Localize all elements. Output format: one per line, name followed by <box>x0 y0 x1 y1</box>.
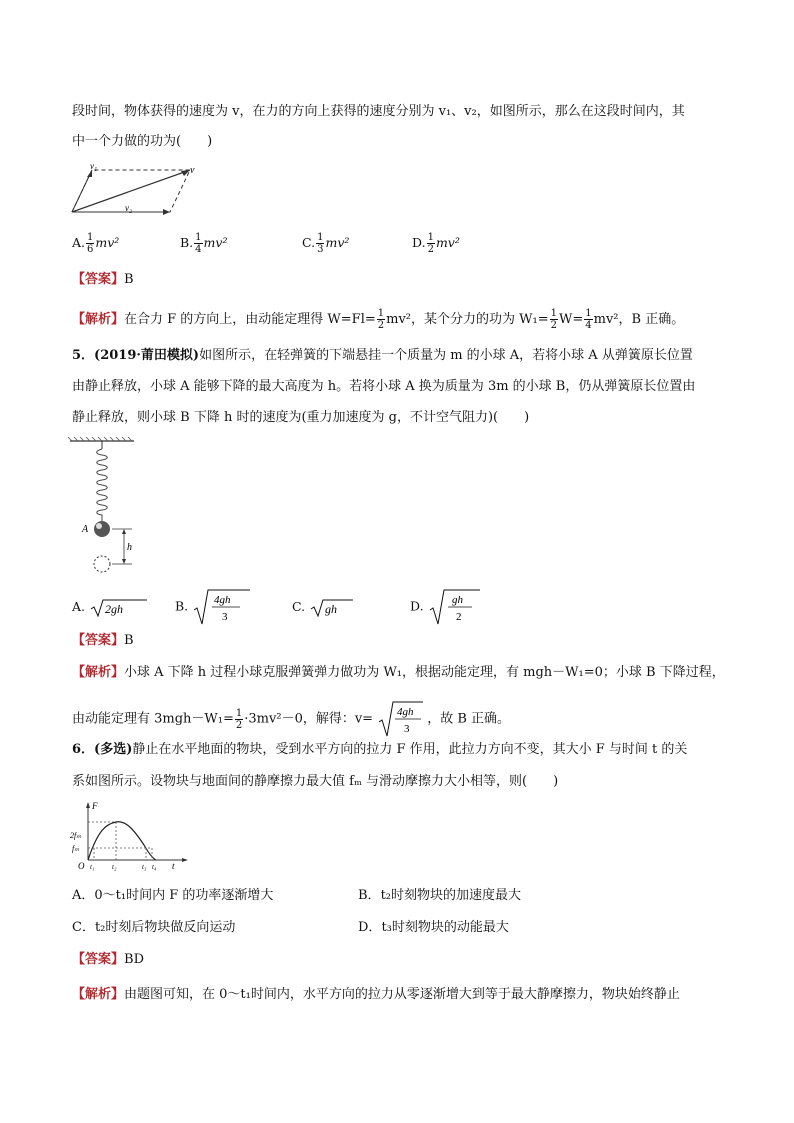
q4-answer-value: B <box>124 272 134 287</box>
q5-option-c-label: C. <box>292 599 306 614</box>
q5-answer-tag: 【答案】 <box>72 633 125 648</box>
q4-analysis: 【解析】在合力 F 的方向上，由动能定理得 W=Fl= $\frac{1}{2}$ mv²，某个分力的功为 W₁= $\frac{1}{2}$ W= $\frac{1}{4}$ mv²，B 正确。 <box>72 308 685 331</box>
q4-option-b-tail: mv² <box>203 235 228 250</box>
q6-option-c-label: C． <box>72 920 95 935</box>
q6-force-time-graph <box>68 800 192 872</box>
q4-option-a-label: A. <box>72 235 86 250</box>
q6-option-a[interactable] <box>72 886 273 906</box>
q5-half-den: 2 <box>235 719 243 731</box>
q5-option-d-sqrt <box>428 588 484 626</box>
q5-spring-figure <box>68 437 140 577</box>
q4-analysis-part-b: mv²，某个分力的功为 W₁= <box>386 312 549 327</box>
q6-stem-line1 <box>72 740 687 760</box>
q5-option-b-sqrt <box>192 588 252 626</box>
q4-label-v2: v₂ <box>125 203 133 213</box>
q6-option-a-text: 0～t₁时间内 F 的功率逐渐增大 <box>94 888 274 903</box>
q6-stem-line2: 系如图所示。设物块与地面间的静摩擦力最大值 fₘ 与滑动摩擦力大小相等，则( ) <box>72 774 559 789</box>
q4-option-a-den: 6 <box>87 244 94 255</box>
q5-analysis-line2 <box>72 700 510 738</box>
q5-option-b-label: B. <box>175 598 189 614</box>
q6-answer-value: BD <box>124 952 144 967</box>
q4-option-c[interactable] <box>302 232 349 255</box>
q4-option-a-tail: mv² <box>95 235 120 250</box>
q5-analysis-part-c: ，故 B 正确。 <box>427 711 511 727</box>
q4-analysis-part-c: W= <box>559 312 584 327</box>
q4-option-a-num: 1 <box>87 232 94 243</box>
q5-stem-line2: 由静止释放，小球 A 能够下降的最大高度为 h。若将小球 A 换为质量为 3m 的小球 B，仍从弹簧原长位置由 <box>72 379 696 394</box>
q6-label-fm: fₘ <box>72 844 80 853</box>
q5-option-a-expr: 2gh <box>105 601 123 616</box>
q5-analysis-line1 <box>72 663 725 683</box>
q5-option-a-sqrt <box>89 598 149 618</box>
q4-option-b-label: B. <box>180 235 194 250</box>
q4-option-c-tail: mv² <box>325 235 350 250</box>
q4-option-a[interactable] <box>72 232 119 255</box>
q4-analysis-part-a: 在合力 F 的方向上，由动能定理得 W=Fl= <box>124 312 376 327</box>
q4-label-v: v <box>190 165 195 176</box>
q6-option-d-label: D． <box>358 920 382 935</box>
q5-option-a[interactable] <box>72 597 149 618</box>
q4-option-d-num: 1 <box>427 232 434 243</box>
q6-option-d-text: t₃时刻物块的动能最大 <box>381 920 509 935</box>
q6-answer <box>72 950 144 970</box>
q6-line1-text: 静止在水平地面的物块，受到水平方向的拉力 F 作用，此拉力方向不变，其大小 F 与时间 t 的关 <box>132 742 688 757</box>
q5-analysis-tag: 【解析】 <box>72 665 125 680</box>
q5-number: 5． <box>72 348 95 363</box>
q4-option-c-num: 1 <box>317 232 324 243</box>
q5-option-d-den: 2 <box>455 611 462 623</box>
q6-analysis-line1 <box>72 985 680 1005</box>
q6-option-c-text: t₂时刻后物块做反向运动 <box>94 920 236 935</box>
q4-option-d-tail: mv² <box>435 235 460 250</box>
q6-label-t3: t₃ <box>142 863 147 871</box>
q5-option-a-label: A. <box>72 599 86 614</box>
q4-option-c-label: C. <box>302 235 316 250</box>
q5-solution-sqrt <box>377 700 427 738</box>
q4-option-b-num: 1 <box>195 232 202 243</box>
q6-label-t: t <box>172 861 175 871</box>
q5-answer-value: B <box>124 633 134 648</box>
q6-analysis-tag: 【解析】 <box>72 987 125 1002</box>
q4-stem-line2: 中一个力做的功为( ) <box>72 134 213 149</box>
q4-stem-line1: 段时间，物体获得的速度为 v，在力的方向上获得的速度分别为 v₁、v₂，如图所示，那么在这段时间内，其 <box>72 104 685 119</box>
q4-analysis-tag: 【解析】 <box>72 312 125 327</box>
q5-half-num: 1 <box>235 707 243 719</box>
q4-analysis-part-d: mv²，B 正确。 <box>593 312 685 327</box>
q6-label-t2: t₂ <box>112 863 117 871</box>
q5-sol-den: 3 <box>404 723 410 735</box>
q4-option-c-den: 3 <box>317 244 324 255</box>
q6-option-c[interactable] <box>72 918 235 938</box>
q5-label-h: h <box>127 542 132 553</box>
q6-option-b-label: B． <box>358 888 381 903</box>
q6-label-O: O <box>78 861 85 871</box>
q4-option-b-den: 4 <box>195 244 202 255</box>
q5-stem-line1 <box>72 346 693 366</box>
q5-option-d-label: D. <box>410 598 424 614</box>
q5-option-b-den: 3 <box>222 611 228 623</box>
q5-label-a: A <box>82 524 89 535</box>
q5-option-b[interactable] <box>175 588 252 626</box>
q5-option-c[interactable] <box>292 597 359 618</box>
q5-option-c-expr: gh <box>325 601 338 616</box>
q5-option-d[interactable] <box>410 588 484 626</box>
q4-option-d-den: 2 <box>427 244 434 255</box>
q6-option-d[interactable] <box>358 918 509 938</box>
q5-stem-line3: 静止释放，则小球 B 下降 h 时的速度为(重力加速度为 g，不计空气阻力)( ) <box>72 410 530 425</box>
q6-option-a-label: A． <box>72 888 95 903</box>
q5-analysis-part-a: 由动能定理有 3mgh－W₁= <box>72 711 234 727</box>
q6-number: 6． <box>72 742 95 757</box>
q6-answer-tag: 【答案】 <box>72 952 125 967</box>
q4-label-v1: v₁ <box>90 161 98 171</box>
q5-option-d-num: gh <box>451 594 463 606</box>
q4-option-d[interactable] <box>412 232 460 255</box>
q4-answer-tag: 【答案】 <box>72 272 125 287</box>
q6-option-b[interactable] <box>358 886 521 906</box>
q4-vector-figure <box>68 160 198 220</box>
q5-analysis-part-b: ·3mv²－0，解得：v= <box>244 711 374 727</box>
q6-label-t1: t₁ <box>90 863 95 871</box>
q5-option-c-sqrt <box>309 598 359 618</box>
q6-option-b-text: t₂时刻物块的加速度最大 <box>380 888 521 903</box>
q5-source: (2019·莆田模拟) <box>94 348 200 363</box>
q5-option-b-num: 4gh <box>214 594 231 606</box>
q4-option-b[interactable] <box>180 232 227 255</box>
q6-analysis-text1: 由题图可知，在 0～t₁时间内，水平方向的拉力从零逐渐增大到等于最大静摩擦力，物块始终静止 <box>124 987 680 1002</box>
q6-label-2fm: 2fₘ <box>70 831 82 840</box>
q5-answer <box>72 631 134 651</box>
q5-analysis-text1: 小球 A 下降 h 过程小球克服弹簧弹力做功为 W₁，根据动能定理，有 mgh－W₁=0；小球 B 下降过程， <box>124 665 725 680</box>
q6-tag: (多选) <box>94 742 133 757</box>
q4-option-d-label: D. <box>412 235 426 250</box>
q6-label-F: F <box>92 801 98 811</box>
q6-label-t4: t₄ <box>152 863 157 871</box>
q5-sol-num: 4gh <box>397 706 414 718</box>
q4-answer <box>72 270 134 290</box>
q5-line1-text: 如图所示，在轻弹簧的下端悬挂一个质量为 m 的小球 A，若将小球 A 从弹簧原长位置 <box>199 348 693 363</box>
